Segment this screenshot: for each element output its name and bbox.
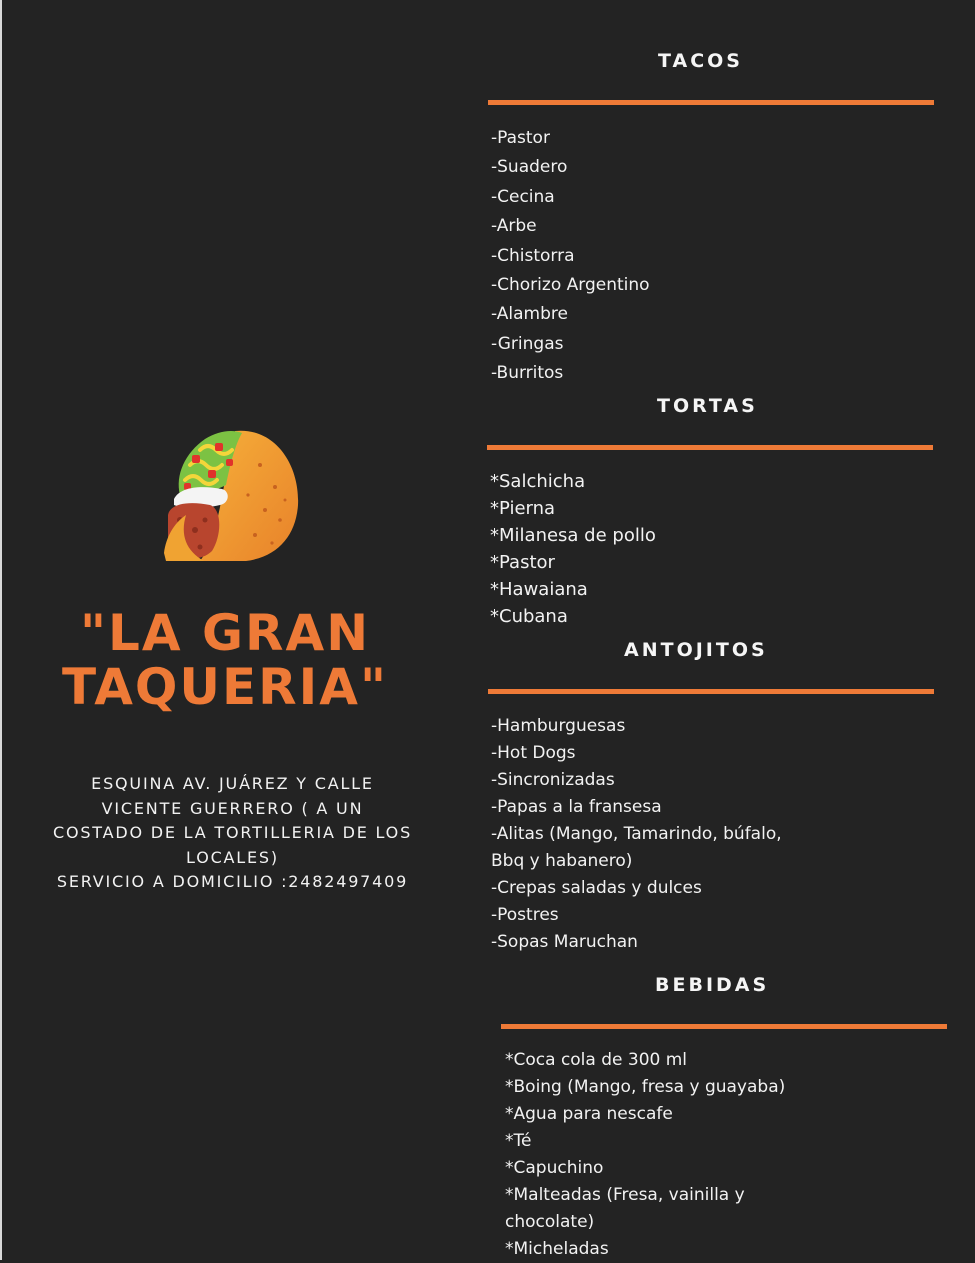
list-item: *Capuchino [505, 1158, 604, 1178]
restaurant-name-line1: "LA GRAN [79, 604, 371, 662]
section-title-tortas: TORTAS [657, 395, 758, 417]
list-item: *Coca cola de 300 ml [505, 1050, 688, 1070]
section-divider [488, 100, 934, 105]
list-item: -Papas a la fransesa [491, 797, 662, 817]
tacos-list [491, 124, 650, 389]
section-title-tacos: TACOS [658, 50, 743, 72]
section-title-antojitos: ANTOJITOS [624, 639, 768, 661]
antojitos-list [491, 713, 782, 956]
list-item: *Cubana [490, 606, 568, 627]
address-block [40, 772, 425, 895]
page-edge [0, 0, 2, 1260]
list-item: -Alambre [491, 304, 568, 325]
list-item: -Crepas saladas y dulces [491, 878, 702, 898]
section-divider [488, 689, 934, 694]
restaurant-name-line2: TAQUERIA" [61, 658, 389, 716]
list-item: -Alitas (Mango, Tamarindo, búfalo, [491, 824, 782, 844]
list-item: *Salchicha [490, 471, 586, 492]
tortas-list [490, 468, 656, 630]
address-line: COSTADO DE LA TORTILLERIA DE LOS [52, 823, 413, 842]
address-line: VICENTE GUERRERO ( A UN [101, 798, 364, 818]
list-item: -Postres [491, 905, 559, 925]
delivery-phone: SERVICIO A DOMICILIO :2482497409 [56, 872, 409, 891]
list-item: *Hawaiana [490, 579, 588, 600]
taco-icon [160, 425, 305, 565]
list-item: *Pastor [490, 552, 555, 573]
list-item: -Suadero [491, 157, 568, 178]
list-item: *Milanesa de pollo [490, 525, 656, 546]
section-divider [487, 445, 933, 450]
list-item: -Hot Dogs [491, 743, 576, 763]
address-line: ESQUINA AV. JUÁREZ Y CALLE [91, 774, 374, 793]
address-line: LOCALES) [186, 847, 279, 867]
list-item: *Malteadas (Fresa, vainilla y [505, 1185, 745, 1205]
section-divider [501, 1024, 947, 1029]
list-item: *Agua para nescafe [505, 1104, 673, 1124]
bebidas-list [505, 1047, 785, 1263]
list-item: *Micheladas [505, 1239, 609, 1259]
list-item: -Chistorra [491, 245, 575, 266]
restaurant-name [20, 606, 430, 714]
list-item: Bbq y habanero) [491, 851, 633, 871]
list-item: *Té [505, 1131, 532, 1151]
list-item: -Arbe [491, 216, 537, 237]
list-item: -Hamburguesas [491, 716, 626, 736]
list-item: -Chorizo Argentino [491, 275, 650, 296]
list-item: -Gringas [491, 333, 564, 354]
list-item: -Pastor [491, 128, 550, 148]
list-item: *Boing (Mango, fresa y guayaba) [505, 1077, 786, 1097]
list-item: *Pierna [490, 498, 556, 519]
list-item: -Sincronizadas [491, 770, 615, 790]
list-item: chocolate) [505, 1212, 595, 1232]
section-title-bebidas: BEBIDAS [655, 974, 770, 996]
list-item: -Sopas Maruchan [491, 932, 638, 952]
list-item: -Burritos [491, 363, 564, 384]
list-item: -Cecina [491, 186, 555, 207]
